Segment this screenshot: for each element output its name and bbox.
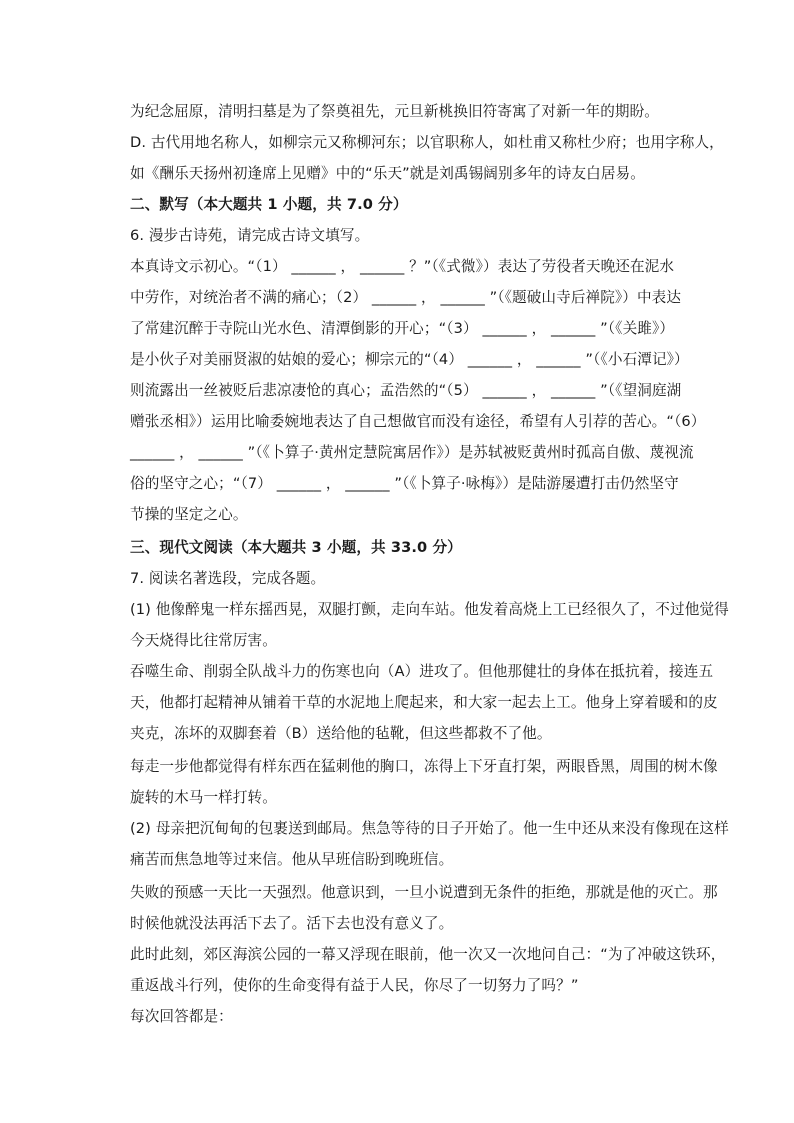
section-heading: 三、现代文阅读（本大题共 3 小题，共 33.0 分）	[130, 539, 462, 556]
question-title: 7. 阅读名著选段，完成各题。	[130, 570, 326, 587]
text-line: 重返战斗行列，使你的生命变得有益于人民，你尽了一切努力了吗？”	[130, 977, 579, 994]
text-line: 痛苦而焦急地等过来信。他从早班信盼到晚班信。	[130, 851, 454, 868]
text-line: 如《酬乐天扬州初逢席上见赠》中的“乐天”就是刘禹锡阔别多年的诗友白居易。	[130, 165, 645, 182]
text-line: 是小伙子对美丽贤淑的姑娘的爱心；柳宗元的“（4） ______ ， ______ ”（《小石潭记》）	[130, 351, 689, 368]
text-line: 天，他都打起精神从铺着干草的水泥地上爬起来，和大家一起去上工。他身上穿着暖和的皮	[130, 694, 718, 711]
text-line: 此时此刻，郊区海滨公园的一幕又浮现在眼前，他一次又一次地问自己：“为了冲破这铁环，	[130, 946, 726, 963]
text-line: 则流露出一丝被贬后悲凉凄怆的真心；孟浩然的“（5） ______ ， ______ ”（《望洞庭湖	[130, 382, 682, 399]
text-line: 了常建沉醉于寺院山光水色、清潭倒影的开心；“（3） ______ ， ______ ”（《关雎》）	[130, 320, 675, 337]
text-line: 本真诗文示初心。“（1） ______ ， ______ ？”（《式微》）表达了劳役者天晚还在泥水	[130, 258, 675, 275]
text-line: 中劳作，对统治者不满的痛心；（2） ______ ， ______ ”（《题破山寺后禅院》）中表达	[130, 289, 682, 306]
text-line: D. 古代用地名称人，如柳宗元又称柳河东；以官职称人，如杜甫又称杜少府；也用字称人，	[130, 134, 724, 151]
text-line: ______ ， ______ ”（《卜算子·黄州定慧院寓居作》）是苏轼被贬黄州时孤高自傲、蔑视流	[130, 444, 694, 461]
text-line: 时候他就没法再活下去了。活下去也没有意义了。	[130, 915, 454, 932]
text-line: 旋转的木马一样打转。	[130, 789, 277, 806]
text-line: 为纪念屈原，清明扫墓是为了祭奠祖先，元旦新桃换旧符寄寓了对新一年的期盼。	[130, 103, 659, 120]
text-line: 节操的坚定之心。	[130, 506, 248, 523]
text-line: 每走一步他都觉得有样东西在猛刺他的胸口，冻得上下牙直打架，两眼昏黑，周围的树木像	[130, 758, 718, 775]
text-line: (1) 他像醉鬼一样东摇西晃，双腿打颤，走向车站。他发着高烧上工已经很久了，不过他觉得	[130, 601, 729, 618]
text-line: 夹克，冻坏的双脚套着（B）送给他的毡靴，但这些都救不了他。	[130, 725, 552, 742]
text-line: 吞噬生命、削弱全队战斗力的伤寒也向（A）进攻了。但他那健壮的身体在抵抗着，接连五	[130, 663, 714, 680]
question-title: 6. 漫步古诗苑，请完成古诗文填写。	[130, 227, 370, 244]
text-line: 今天烧得比往常厉害。	[130, 632, 277, 649]
text-line: (2) 母亲把沉甸甸的包裹送到邮局。焦急等待的日子开始了。他一生中还从来没有像现在这样	[130, 820, 729, 837]
text-line: 失败的预感一天比一天强烈。他意识到，一旦小说遭到无条件的拒绝，那就是他的灭亡。那	[130, 884, 718, 901]
text-line: 每次回答都是：	[130, 1008, 233, 1025]
text-line: 赠张丞相》）运用比喻委婉地表达了自己想做官而没有途径，希望有人引荐的苦心。“（6）	[130, 413, 706, 430]
section-heading: 二、默写（本大题共 1 小题，共 7.0 分）	[130, 196, 408, 213]
text-line: 俗的坚守之心；“（7） ______ ， ______ ”（《卜算子·咏梅》）是陆游屡遭打击仍然坚守	[130, 475, 679, 492]
